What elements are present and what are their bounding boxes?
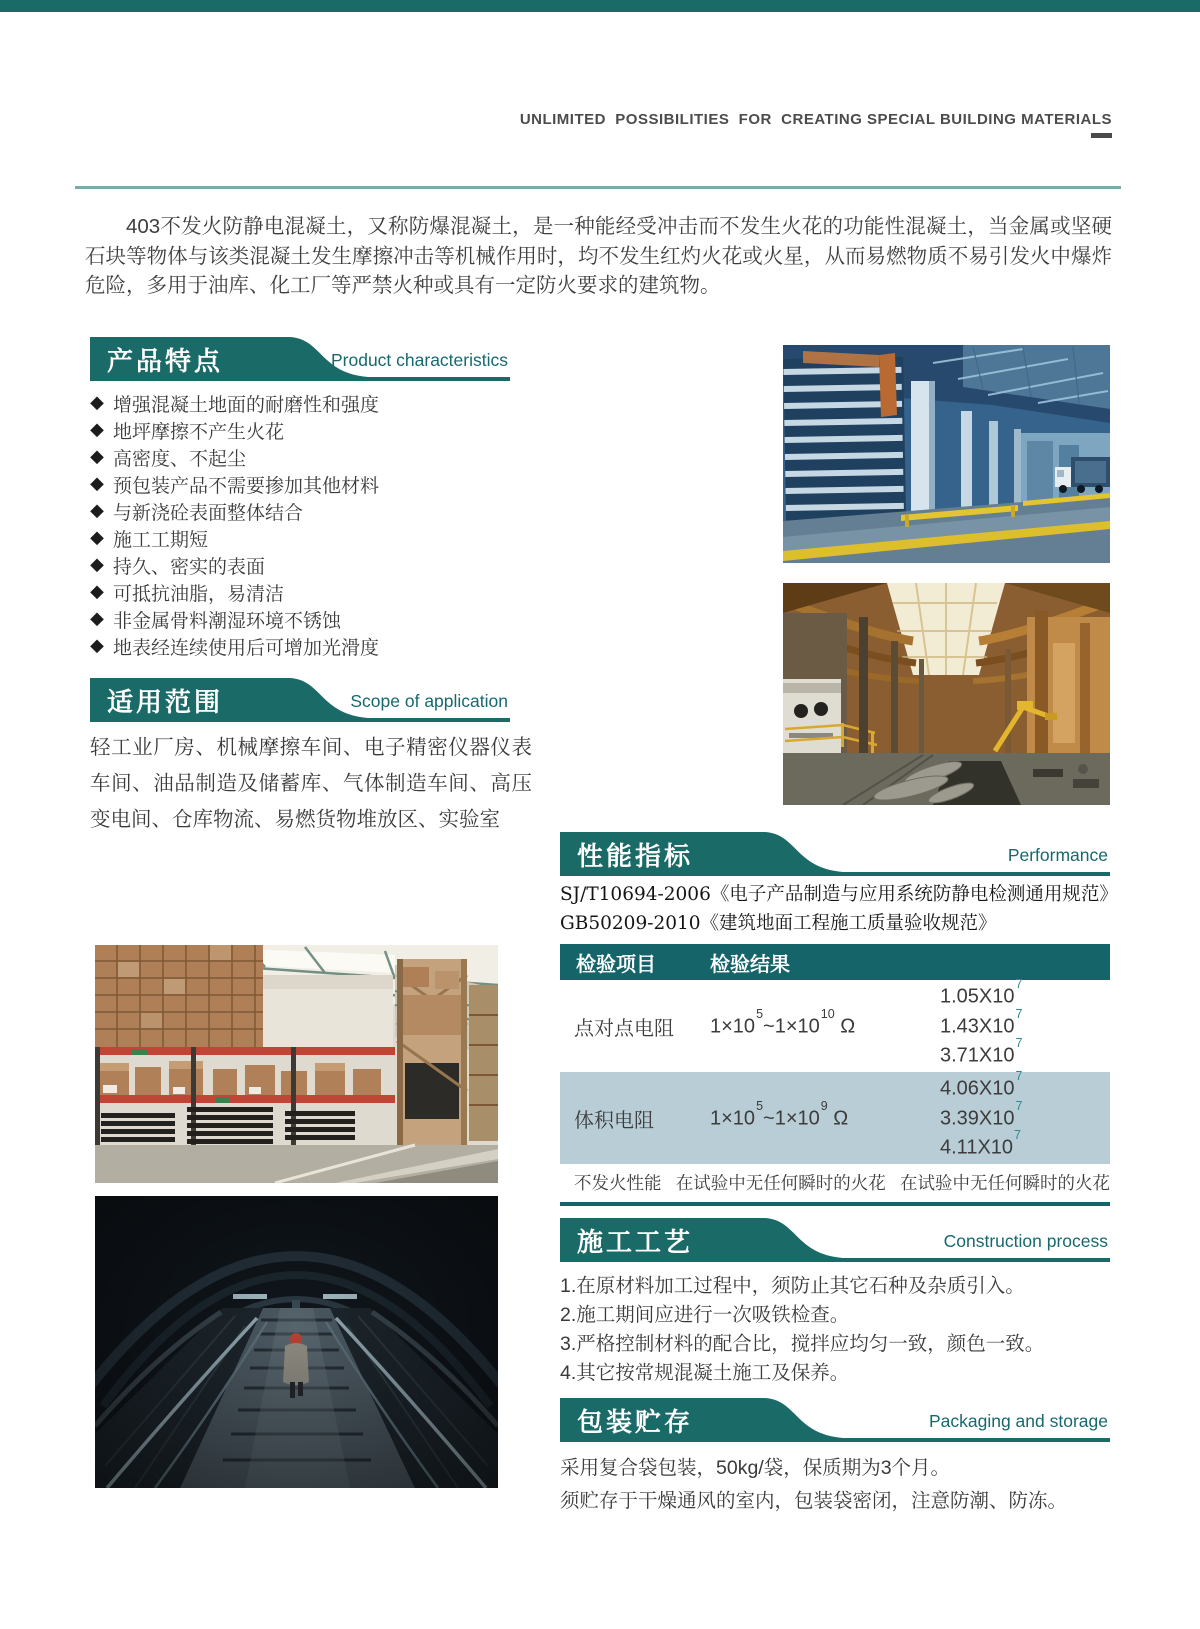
diamond-bullet-icon: ◆ bbox=[90, 422, 104, 439]
feature-item bbox=[90, 579, 522, 606]
scope-title: 适用范围 bbox=[107, 687, 224, 717]
diamond-bullet-icon: ◆ bbox=[90, 530, 104, 547]
table-row bbox=[560, 977, 1110, 1072]
measured-value: $1.05X10^7$ bbox=[940, 977, 1023, 1008]
loading-dock-illustration bbox=[783, 345, 1110, 563]
section-header-scope bbox=[90, 678, 510, 726]
feature-item-label: 非金属骨料潮湿环境不锈蚀 bbox=[113, 611, 342, 632]
feature-item bbox=[90, 498, 522, 525]
measured-value: $3.39X10^7$ bbox=[940, 1098, 1023, 1130]
process-title: 施工工艺 bbox=[577, 1227, 694, 1257]
performance-title: 性能指标 bbox=[577, 841, 694, 871]
performance-standards bbox=[560, 880, 1118, 938]
feature-item bbox=[90, 606, 522, 633]
measured-value: $4.06X10^7$ bbox=[940, 1069, 1023, 1100]
feature-item-label: 高密度、不起尘 bbox=[113, 449, 247, 470]
section-header-packaging bbox=[560, 1398, 1110, 1446]
measured-value: $1.43X10^7$ bbox=[940, 1006, 1023, 1038]
features-subtitle: Product characteristics bbox=[330, 350, 508, 370]
diamond-bullet-icon: ◆ bbox=[90, 584, 104, 601]
escalator-illustration bbox=[95, 1196, 498, 1488]
diamond-bullet-icon: ◆ bbox=[90, 395, 104, 412]
feature-item bbox=[90, 444, 522, 471]
standard-line: GB50209-2010《建筑地面工程施工质量验收规范》 bbox=[560, 913, 997, 934]
process-step: 1.在原材料加工过程中，须防止其它石种及杂质引入。 bbox=[560, 1275, 1025, 1297]
packaging-line: 采用复合袋包装，50kg/袋，保质期为3个月。 bbox=[560, 1457, 951, 1479]
diamond-bullet-icon: ◆ bbox=[90, 503, 104, 520]
table-row bbox=[560, 1069, 1110, 1164]
photo-escalator-image bbox=[95, 1196, 498, 1488]
photo-loading-dock-image bbox=[783, 345, 1110, 563]
section-header-features bbox=[90, 337, 510, 385]
feature-item bbox=[90, 552, 522, 579]
packaging-title: 包装贮存 bbox=[577, 1407, 694, 1437]
row-result-text: 在试验中无任何瞬时的火花 bbox=[900, 1172, 1110, 1193]
performance-subtitle: Performance bbox=[1007, 845, 1108, 865]
diamond-bullet-icon: ◆ bbox=[90, 557, 104, 574]
header-divider-line bbox=[75, 186, 1121, 189]
feature-item bbox=[90, 471, 522, 498]
photo-warehouse-image bbox=[95, 945, 498, 1183]
feature-item bbox=[90, 390, 522, 417]
table-col-result: 检验结果 bbox=[710, 953, 790, 976]
process-subtitle: Construction process bbox=[943, 1231, 1108, 1251]
table-header-row bbox=[560, 944, 1110, 980]
process-step: 2.施工期间应进行一次吸铁检查。 bbox=[560, 1304, 850, 1326]
diamond-bullet-icon: ◆ bbox=[90, 449, 104, 466]
packaging-line: 须贮存于干燥通风的室内，包装袋密闭，注意防潮、防冻。 bbox=[560, 1490, 1068, 1512]
row-measured-values bbox=[924, 1069, 1023, 1160]
feature-item-label: 地表经连续使用后可增加光滑度 bbox=[113, 638, 380, 659]
diamond-bullet-icon: ◆ bbox=[90, 476, 104, 493]
feature-item-label: 预包装产品不需要掺加其他材料 bbox=[113, 476, 380, 497]
page-top-bar bbox=[0, 0, 1200, 12]
standard-line: SJ/T10694-2006《电子产品制造与应用系统防静电检测通用规范》 bbox=[560, 884, 1118, 905]
features-title: 产品特点 bbox=[107, 346, 224, 376]
process-step: 3.严格控制材料的配合比，搅拌应均匀一致，颜色一致。 bbox=[560, 1333, 1045, 1355]
scope-text: 轻工业厂房、机械摩擦车间、电子精密仪器仪表车间、油品制造及储蓄库、气体制造车间、高压变电间、仓库物流、易燃货物堆放区、实验室 bbox=[90, 736, 532, 831]
row-range-value: $1\times 10^5\sim 1\times 10^9$ Ω bbox=[710, 1098, 849, 1130]
process-step: 4.其它按常规混凝土施工及保养。 bbox=[560, 1362, 850, 1384]
table-col-item: 检验项目 bbox=[576, 953, 656, 976]
tagline-underline bbox=[1091, 133, 1112, 138]
feature-item-label: 持久、密实的表面 bbox=[113, 557, 266, 578]
warehouse-illustration bbox=[95, 945, 498, 1183]
feature-item-label: 地坪摩擦不产生火花 bbox=[113, 422, 285, 443]
feature-item bbox=[90, 417, 522, 444]
measured-value: $4.11X10^7$ bbox=[940, 1128, 1021, 1159]
section-header-process bbox=[560, 1218, 1110, 1266]
section-header-performance bbox=[560, 832, 1110, 880]
table-row bbox=[560, 1164, 1110, 1200]
feature-item-label: 施工工期短 bbox=[113, 530, 209, 551]
row-item-label: 不发火性能 bbox=[574, 1172, 662, 1193]
row-item-label: 点对点电阻 bbox=[574, 1017, 674, 1040]
feature-item bbox=[90, 525, 522, 552]
intro-paragraph: 403不发火防静电混凝土，又称防爆混凝土，是一种能经受冲击而不发生火花的功能性混凝土，当金属或坚硬石块等物体与该类混凝土发生摩擦冲击等机械作用时，均不发生红灼火花或火星，从而易燃物质不易引发火中爆炸危险，多用于油库、化工厂等严禁火种或具有一定防火要求的建筑物。 bbox=[85, 215, 1112, 297]
factory-hall-illustration bbox=[783, 583, 1110, 805]
feature-item-label: 可抵抗油脂，易清洁 bbox=[113, 584, 285, 605]
packaging-subtitle: Packaging and storage bbox=[928, 1411, 1108, 1431]
features-list bbox=[90, 390, 522, 660]
row-result-text: 在试验中无任何瞬时的火花 bbox=[675, 1172, 886, 1193]
packaging-text bbox=[560, 1452, 1112, 1518]
feature-item bbox=[90, 633, 522, 660]
process-steps bbox=[560, 1272, 1112, 1388]
page-tagline: UNLIMITED POSSIBILITIES FOR CREATING SPECIAL BUILDING MATERIALS bbox=[519, 111, 1112, 128]
measured-value: $3.71X10^7$ bbox=[940, 1036, 1023, 1067]
performance-table bbox=[560, 944, 1110, 1206]
table-bottom-rule bbox=[560, 1202, 1110, 1206]
row-range-value: $1\times 10^5\sim 1\times 10^{10}$ Ω bbox=[710, 1006, 856, 1038]
row-item-label: 体积电阻 bbox=[574, 1109, 654, 1132]
photo-factory-hall-image bbox=[783, 583, 1110, 805]
diamond-bullet-icon: ◆ bbox=[90, 611, 104, 628]
feature-item-label: 与新浇砼表面整体结合 bbox=[113, 503, 304, 524]
diamond-bullet-icon: ◆ bbox=[90, 638, 104, 655]
scope-subtitle: Scope of application bbox=[350, 691, 508, 711]
feature-item-label: 增强混凝土地面的耐磨性和强度 bbox=[113, 395, 380, 416]
row-measured-values bbox=[924, 977, 1023, 1068]
